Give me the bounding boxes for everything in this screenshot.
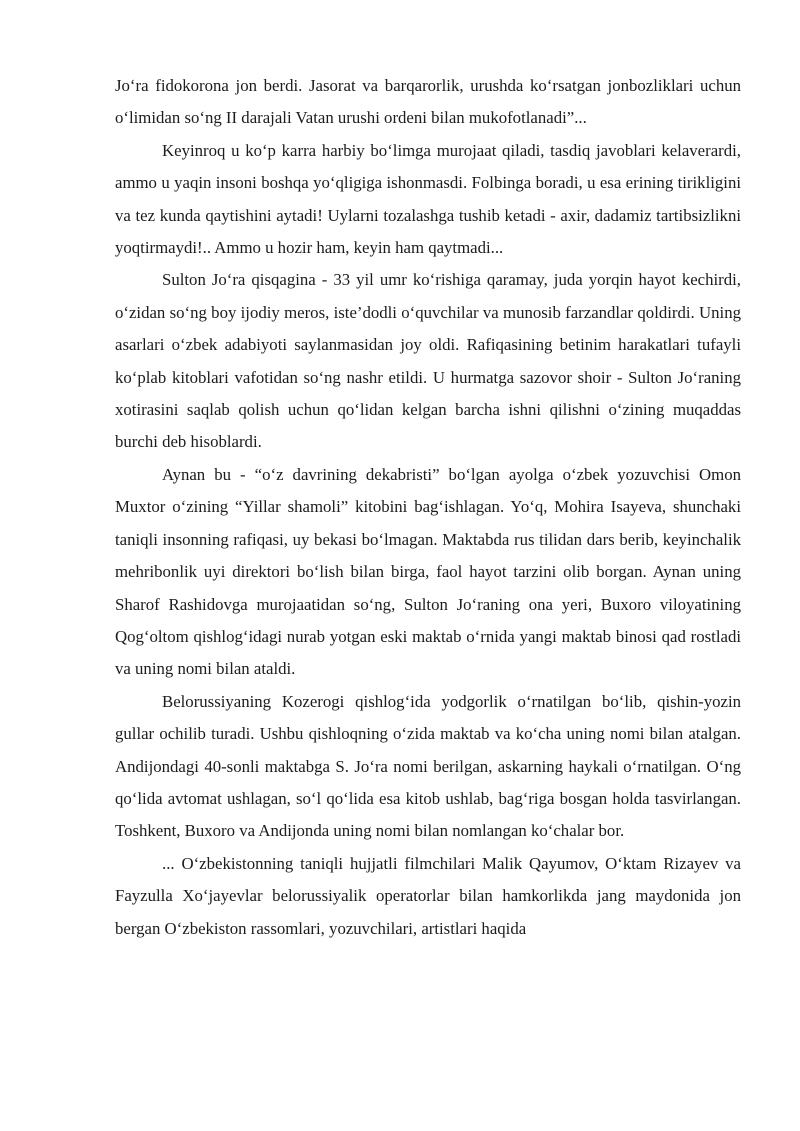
paragraph: Jo‘ra fidokorona jon berdi. Jasorat va barqarorlik, urushda ko‘rsatgan jonbozliklari uchun o‘limidan so‘ng II darajali Vatan urushi ordeni bilan mukofotlanadi”... xyxy=(115,76,741,128)
paragraph: Belorussiyaning Kozerogi qishlog‘ida yodgorlik o‘rnatilgan bo‘lib, qishin-yozin gullar ochilib turadi. Ushbu qishloqning o‘zida maktab va ko‘cha uning nomi bilan atalgan. Andijondagi 40-sonli maktabga S. Jo‘ra nomi berilgan, askarning haykali o‘rnatilgan. O‘ng qo‘lida avtomat ushlagan, so‘l qo‘lida esa kitob ushlab, bag‘riga bosgan holda tasvirlangan. Toshkent, Buxoro va Andijonda uning nomi bilan nomlangan ko‘chalar bor. xyxy=(115,691,741,841)
paragraph: Keyinroq u ko‘p karra harbiy bo‘limga murojaat qiladi, tasdiq javoblari kelaverardi, ammo u yaqin insoni boshqa yo‘qligiga ishonmasdi. Folbinga boradi, u esa erining tirikligini va tez kunda qaytishini aytadi! Uylarni tozalashga tushib ketadi - axir, dadamiz tartibsizlikni yoqtirmaydi!.. Ammo u hozir ham, keyin ham qaytmadi... xyxy=(115,140,741,258)
paragraph: Aynan bu - “o‘z davrining dekabristi” bo‘lgan ayolga o‘zbek yozuvchisi Omon Muxtor o‘zining “Yillar shamoli” kitobini bag‘ishlagan. Yo‘q, Mohira Isayeva, shunchaki taniqli insonning rafiqasi, uy bekasi bo‘lmagan. Maktabda rus tilidan dars berib, keyinchalik mehribonlik uyi direktori bo‘lish bilan birga, faol hayot tarzini olib borgan. Aynan uning Sharof Rashidovga murojaatidan so‘ng, Sulton Jo‘raning ona yeri, Buxoro viloyatining Qog‘oltom qishlog‘idagi nurab yotgan eski maktab o‘rnida yangi maktab binosi qad rostladi va uning nomi bilan ataldi. xyxy=(115,464,741,679)
paragraph-last: ... O‘zbekistonning taniqli hujjatli filmchilari Malik Qayumov, O‘ktam Rizayev va Fayzulla Xo‘jayevlar belorussiyalik operatorlar bilan hamkorlikda jang maydonida jon bergan O‘zbekiston rassomlari, yozuvchilari, artistlari haqida xyxy=(115,853,741,938)
document-page xyxy=(115,70,741,945)
paragraph: Sulton Jo‘ra qisqagina - 33 yil umr ko‘rishiga qaramay, juda yorqin hayot kechirdi, o‘zidan so‘ng boy ijodiy meros, iste’dodli o‘quvchilar va munosib farzandlar qoldirdi. Uning asarlari o‘zbek adabiyoti saylanmasidan joy oldi. Rafiqasining betinim harakatlari tufayli ko‘plab kitoblari vafotidan so‘ng nashr etildi. U hurmatga sazovor shoir - Sulton Jo‘raning xotirasini saqlab qolish uchun qo‘lidan kelgan barcha ishni qilishni o‘zining muqaddas burchi deb hisoblardi. xyxy=(115,270,741,452)
